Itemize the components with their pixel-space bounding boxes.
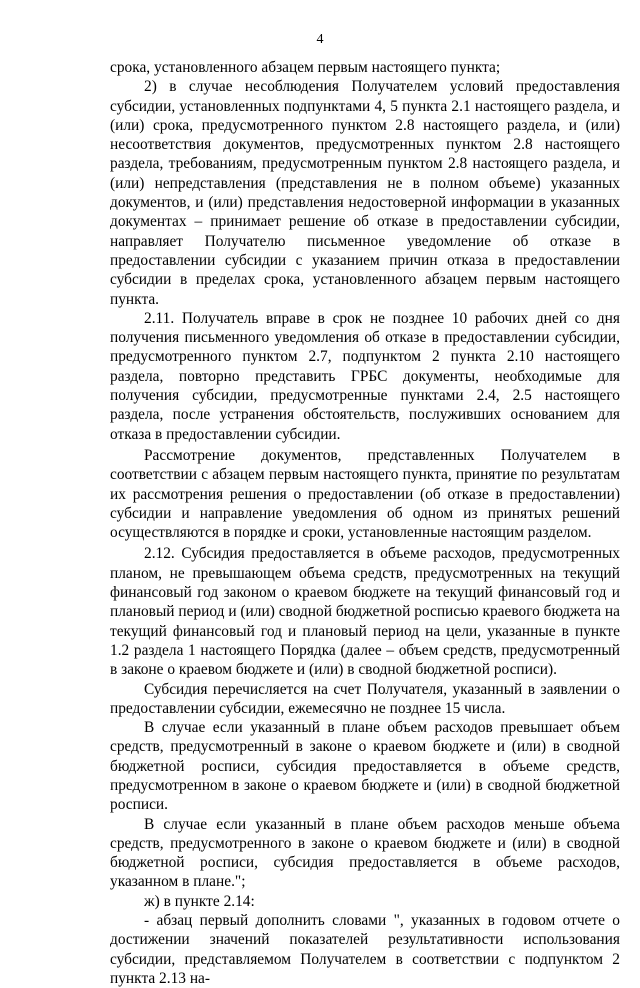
paragraph: - абзац первый дополнить словами ", указанных в годовом отчете о достижении значений показателей результативности использования субсидии, представляемом Получателем в соответствии с подпунктом 2 пункта 2.13 на- xyxy=(110,912,620,987)
paragraph: ж) в пункте 2.14: xyxy=(144,892,255,910)
paragraph: В случае если указанный в плане объем расходов превышает объем средств, предусмотренный в законе о краевом бюджете и (или) в сводной бюджетной росписи, субсидия предоставляется в объеме средств, предусмотренном в законе о краевом бюджете и (или) в сводной бюджетной росписи. xyxy=(110,719,620,814)
paragraph: Субсидия перечисляется на счет Получателя, указанный в заявлении о предоставлении субсидии, ежемесячно не позднее 15 числа. xyxy=(110,680,620,717)
paragraph: 2.11. Получатель вправе в срок не позднее 10 рабочих дней со дня получения письменного уведомления об отказе в предоставлении субсидии, предусмотренного пунктом 2.7, подпунктом 2 пункта 2.10 настоящего раздела, повторно представить ГРБС документы, необходимые для получения субсидии, предусмотренные пунктами 2.4, 2.5 настоящего раздела, после устранения обстоятельств, послуживших основанием для отказа в предоставлении субсидии. xyxy=(110,309,620,443)
document-body xyxy=(110,58,620,988)
paragraph: 2) в случае несоблюдения Получателем условий предоставления субсидии, установленных подпунктами 4, 5 пункта 2.1 настоящего раздела, и (или) срока, предусмотренного пунктом 2.8 настоящего раздела, и (или) несоответствия документов, предусмотренных пунктом 2.8 настоящего раздела, требованиям, предусмотренным пунктом 2.8 настоящего раздела, и (или) непредставления (представления не в полном объеме) указанных документов, и (или) представления недостоверной информации в указанных документах – принимает решение об отказе в предоставлении субсидии, направляет Получателю письменное уведомление об отказе в предоставлении субсидии с указанием причин отказа в предоставлении субсидии в пределах срока, установленного абзацем первым настоящего пункта. xyxy=(110,78,620,308)
paragraph: 2.12. Субсидия предоставляется в объеме расходов, предусмотренных планом, не превышающем объема средств, предусмотренных на текущий финансовый год законом о краевом бюджете на текущий финансовый год и плановый период и (или) сводной бюджетной росписью краевого бюджета на текущий финансовый год и плановый период на цели, указанные в пункте 1.2 раздела 1 настоящего Порядка (далее – объем средств, предусмотренный в законе о краевом бюджете и (или) в сводной бюджетной росписи). xyxy=(110,545,620,679)
page-number: 4 xyxy=(316,32,324,47)
paragraph: В случае если указанный в плане объем расходов меньше объема средств, предусмотренного в законе о краевом бюджете и (или) в сводной бюджетной росписи, субсидия предоставляется в объеме расходов, указанном в плане."; xyxy=(110,815,620,891)
paragraph: срока, установленного абзацем первым настоящего пункта; xyxy=(110,59,501,76)
paragraph: Рассмотрение документов, представленных Получателем в соответствии с абзацем первым настоящего пункта, принятие по результатам их рассмотрения решения о предоставлении (об отказе в предоставлении) субсидии и направление уведомления об одном из принятых решений осуществляются в порядке и сроки, установленные настоящим разделом. xyxy=(110,446,620,542)
